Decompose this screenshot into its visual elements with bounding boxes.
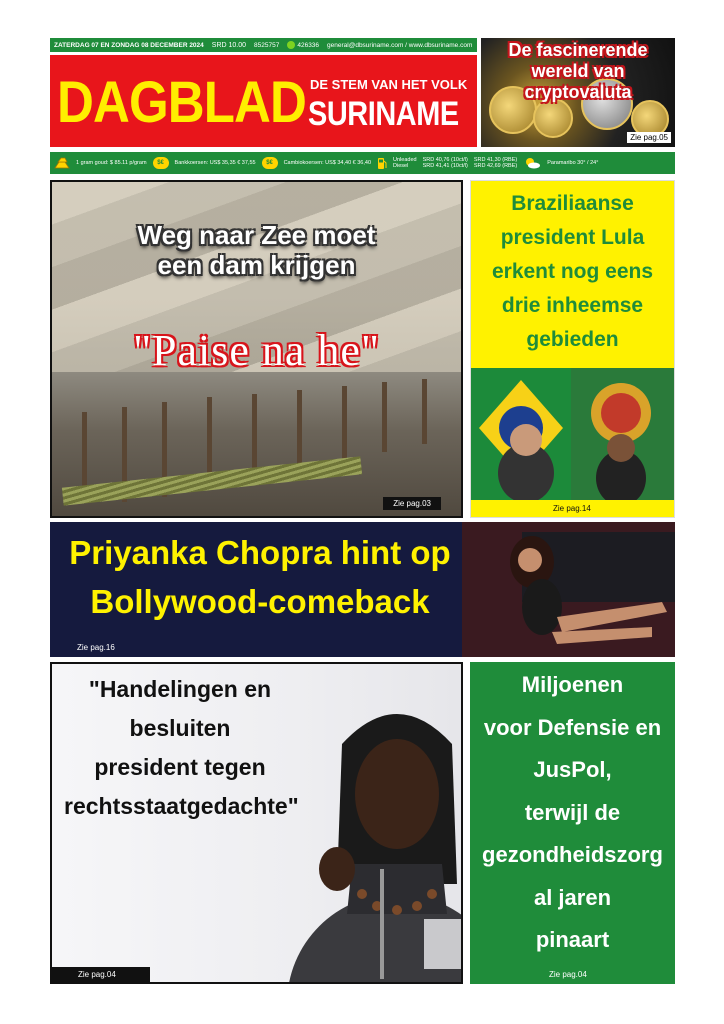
lula-headline-line: erkent nog eens [491,260,654,283]
currency-icon: $€ [262,157,278,169]
newspaper-tagline: DE STEM VAN HET VOLK [310,77,468,92]
crypto-headline: De fascinerende wereld van cryptovaluta [508,40,648,102]
fuel-labels [393,157,417,170]
lula-headline-line: gebieden [526,328,619,351]
page-reference: Zie pag.03 [383,497,441,510]
newspaper-title: DAGBLAD [57,70,307,135]
currency-icon: $€ [153,157,169,169]
phone-number-1: 8525757 [254,41,280,49]
handelingen-headline-line: rechtsstaatgedachte" [64,793,299,819]
handelingen-headline-line: president tegen [94,754,266,780]
defensie-headline-line: pinaart [535,927,610,952]
fuel-price: SRD 40,76 (10ct/l) [422,156,468,163]
lula-headline-line: drie inheemse [501,294,644,317]
fuel-price: SRD 41,30 (RBE) [473,156,518,163]
defensie-headline-line: al jaren [533,884,612,910]
page-reference: Zie pag.04 [549,970,587,979]
fuel-price: SRD 41,41 (10ct/l) [422,163,468,169]
phone-number-2: 426336 [297,41,320,49]
dam-headline-line: een dam krijgen [157,250,356,280]
lula-headline-line: Braziliaanse [511,192,634,215]
handelingen-headline [64,670,299,826]
defensie-story[interactable] [470,662,675,984]
dam-headline-line: Weg naar Zee moet [137,220,376,250]
page-reference: Zie pag.05 [627,132,671,143]
priyanka-story[interactable] [50,522,675,657]
priyanka-photo [462,522,675,657]
person-image [462,522,675,657]
defensie-headline-line: JusPol, [533,757,612,782]
gold-price: 1 gram goud: $ 85.11 p/gram [76,160,147,166]
defensie-headline-line: Miljoenen [521,672,624,697]
priyanka-headline-line: Priyanka Chopra hint op [69,534,451,571]
masthead [50,55,477,147]
fence-pole [382,382,387,452]
fuel-pump-icon [377,157,387,170]
fence-pole [342,386,347,461]
dam-quote: "Paise na he" [133,326,380,375]
brazil-flag-image [471,368,674,500]
cambio-rates: Cambiokoersen: US$ 34,40 € 36,40 [283,160,372,166]
defensie-headline [470,664,675,962]
sun-cloud-icon [523,157,541,169]
defensie-headline-line: gezondheidszorg [482,842,663,867]
lula-headline [471,187,674,357]
fuel-prices-col1 [423,157,468,170]
page-reference: Zie pag.14 [553,504,591,513]
fuel-prices-col2 [474,157,517,170]
newspaper-subtitle: SURINAME [308,95,459,133]
handelingen-story[interactable] [50,662,463,984]
coin-image [533,98,573,138]
priyanka-headline-line: Bollywood-comeback [90,583,430,620]
crypto-teaser[interactable] [481,38,675,147]
handelingen-headline-line: besluiten [129,715,231,741]
lula-story[interactable] [470,180,675,518]
dam-headline [52,220,461,280]
fence-pole [422,379,427,444]
handelingen-headline-line: "Handelingen en [88,676,272,702]
issue-date: ZATERDAG 07 EN ZONDAG 08 DECEMBER 2024 [54,41,204,49]
dam-story[interactable] [50,180,463,518]
lula-photo [471,368,674,500]
fuel-label-diesel: Diesel [393,163,409,169]
phone-icon [287,41,295,49]
fuel-label-unleaded: Unleaded [393,156,417,163]
priyanka-headline [50,528,470,626]
market-rates-bar [50,152,675,174]
issue-price: SRD 10.00 [211,41,247,49]
top-info-bar [50,38,477,52]
weather: Paramaribo 30° / 24° [547,160,599,166]
defensie-headline-line: terwijl de [524,799,621,825]
fence-pole [297,390,302,470]
page-reference: Zie pag.16 [77,643,115,652]
bank-rates: Bankkoersen: US$ 35,35 € 37,55 [174,160,256,166]
lula-headline-line: president Lula [500,226,645,249]
contact-info: general@dbsuriname.com / www.dbsuriname.com [327,41,473,49]
fuel-price: SRD 42,69 (RBE) [473,163,518,169]
page-reference: Zie pag.04 [52,967,150,982]
defensie-headline-line: voor Defensie en [483,714,662,740]
gold-bars-icon [54,157,70,169]
